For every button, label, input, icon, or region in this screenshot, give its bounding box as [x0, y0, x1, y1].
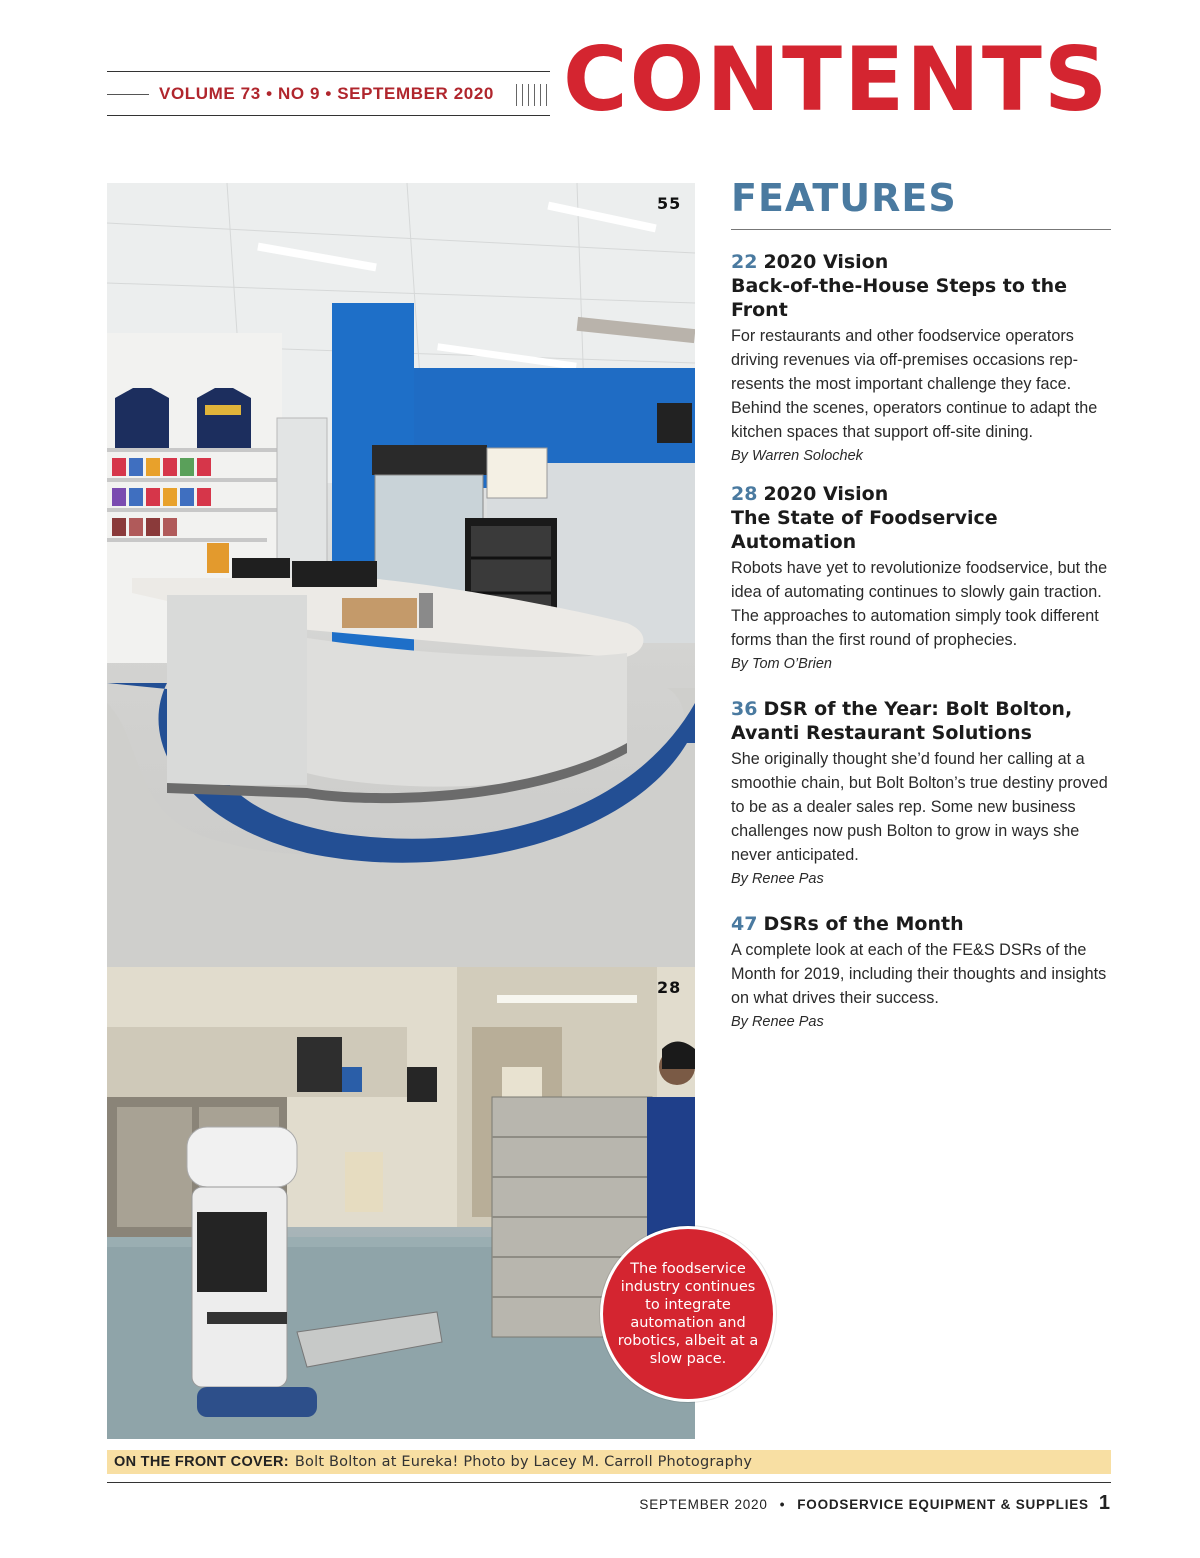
feature-title-line2: The State of Foodservice Automation [731, 507, 998, 553]
feature-title-line1: 2020 Vision [763, 483, 889, 505]
robot-photo [107, 967, 695, 1439]
feature-page-number: 36 [731, 698, 758, 720]
feature-summary: A complete look at each of the FE&S DSRs of the Month for 2019, including their thoughts and insights on what drives their success. [731, 941, 1107, 1007]
footer-separator: • [779, 1497, 786, 1512]
features-heading: FEATURES [731, 176, 957, 220]
feature-byline: By Renee Pas [731, 1014, 824, 1030]
feature-item-22[interactable] [731, 250, 1116, 467]
footer-date: SEPTEMBER 2020 [639, 1497, 768, 1512]
issue-line: VOLUME 73 • NO 9 • SEPTEMBER 2020 [159, 84, 494, 103]
feature-byline: By Warren Solochek [731, 448, 863, 464]
feature-byline: By Tom O’Brien [731, 656, 832, 672]
features-rule [731, 229, 1111, 230]
feature-page-number: 22 [731, 251, 758, 273]
feature-title[interactable] [731, 697, 1116, 745]
feature-title[interactable] [731, 250, 1116, 322]
footer-rule [107, 1482, 1111, 1483]
feature-title-line1: 2020 Vision [763, 251, 889, 273]
feature-page-number: 28 [731, 483, 758, 505]
footer-magazine-name: FOODSERVICE EQUIPMENT & SUPPLIES [797, 1497, 1089, 1512]
feature-title-line1: DSRs of the Month [763, 913, 964, 935]
feature-page-number: 47 [731, 913, 758, 935]
masthead-dash [107, 94, 149, 95]
feature-item-28[interactable] [731, 482, 1116, 675]
photo-page-number-top: 55 [657, 194, 682, 213]
masthead-bottom-rule [107, 115, 550, 116]
page-title: CONTENTS [563, 28, 1110, 131]
feature-title[interactable] [731, 482, 1116, 554]
cover-caption-label: ON THE FRONT COVER: [114, 1454, 289, 1470]
feature-item-47[interactable] [731, 912, 1116, 1033]
feature-item-36[interactable] [731, 697, 1116, 890]
cover-caption-text: Bolt Bolton at Eureka! Photo by Lacey M. Carroll Photography [294, 1454, 753, 1470]
feature-title-line1: DSR of the Year: Bolt Bolton, [763, 698, 1073, 720]
robot-illustration [107, 967, 695, 1439]
servery-photo [107, 183, 695, 967]
front-cover-caption [107, 1450, 1111, 1474]
pull-quote-callout [600, 1226, 776, 1402]
photo-page-number-bottom: 28 [657, 978, 682, 997]
feature-byline: By Renee Pas [731, 871, 824, 887]
pull-quote-text: The foodservice industry continues to integrate automation and robotics, albeit at a slow pace. [617, 1261, 759, 1367]
feature-title-line2: Avanti Restaurant Solutions [731, 722, 1032, 744]
feature-summary: Robots have yet to revolutionize foodservice, but the idea of automating continues to slowly gain traction. The approaches to automation simply took different forms than the first round of prophecies. [731, 559, 1108, 649]
feature-title-line2: Back-of-the-House Steps to the Front [731, 275, 1068, 321]
masthead-top-rule [107, 71, 550, 72]
page-footer [639, 1492, 1110, 1515]
feature-title[interactable] [731, 912, 1116, 936]
servery-illustration [107, 183, 695, 967]
feature-summary: She originally thought she’d found her calling at a smoothie chain, but Bolt Bolton’s true destiny proved to be as a dealer sales rep. Some new business challenges now push Bolton to grow in ways she never anticipated. [731, 750, 1108, 864]
footer-page-number: 1 [1098, 1492, 1110, 1514]
hatch-decoration [516, 84, 552, 106]
feature-summary: For restaurants and other foodservice operators driving revenues via off-premises occasions rep-resents the most important challenge they face. Behind the scenes, operators continue to adapt the kitchen spaces that support off-site dining. [731, 327, 1098, 441]
